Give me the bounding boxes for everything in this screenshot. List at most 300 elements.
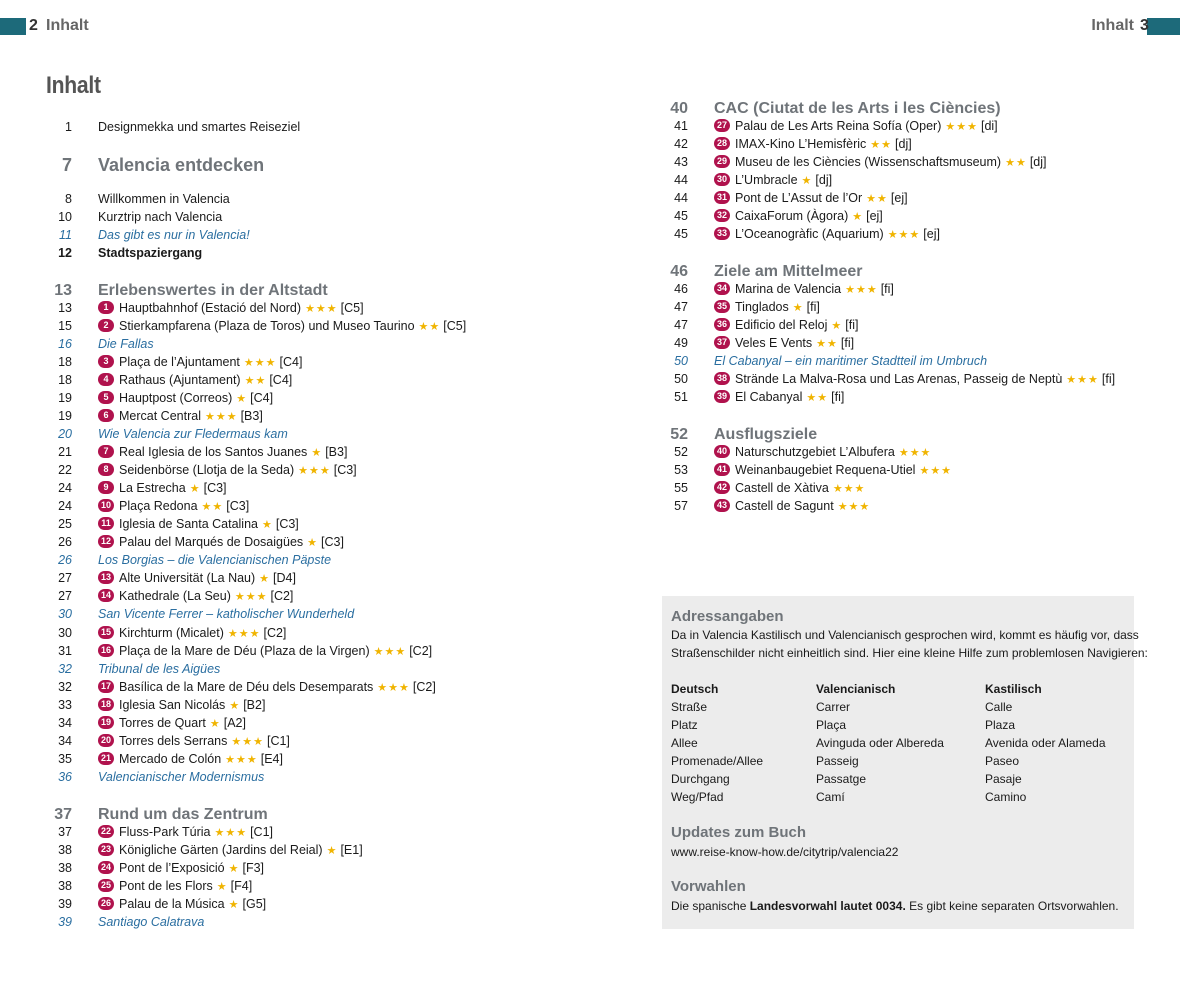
address-text-line-2: Straßenschilder nicht einheitlich sind. Hier eine kleine Hilfe zum problemlosen Navigieren: (671, 646, 1148, 660)
toc-page-number: 46 (670, 263, 688, 280)
toc-entry-text (98, 605, 354, 623)
star-rating: ★★★ (231, 736, 264, 748)
toc-entry-text (98, 497, 249, 516)
map-grid-reference: [fi] (806, 300, 820, 314)
sight-number-badge: 23 (98, 843, 114, 856)
table-cell: Avenida oder Alameda (985, 736, 1106, 750)
map-grid-reference: [C1] (250, 825, 273, 839)
page-number-right: 3 (1140, 17, 1149, 34)
updates-url[interactable]: www.reise-know-how.de/citytrip/valencia22 (671, 845, 899, 859)
toc-entry-title: Willkommen in Valencia (98, 192, 230, 206)
table-cell: Camí (816, 790, 845, 804)
sight-number-badge: 34 (714, 282, 730, 295)
sight-number-badge: 28 (714, 137, 730, 150)
toc-entry-title: Hauptbahnhof (Estació del Nord) (119, 301, 302, 315)
toc-entry-text (98, 841, 363, 860)
toc-page-number: 25 (58, 517, 72, 531)
toc-entry-title: Valencianischer Modernismus (98, 770, 265, 784)
sight-number-badge: 35 (714, 300, 730, 313)
toc-page-number: 16 (58, 337, 72, 351)
toc-entry-text (98, 587, 293, 606)
map-grid-reference: [C3] (226, 499, 250, 513)
map-grid-reference: [ej] (890, 191, 908, 205)
toc-entry-text (714, 352, 987, 370)
toc-page-number: 21 (58, 445, 72, 459)
toc-page-number: 38 (58, 861, 72, 875)
updates-heading: Updates zum Buch (671, 824, 807, 841)
map-grid-reference: [C2] (263, 626, 287, 640)
toc-entry-text (98, 533, 344, 552)
toc-entry-title: Museu de les Ciències (Wissenschaftsmuseum) (735, 155, 1002, 169)
toc-entry-text (98, 877, 252, 896)
toc-entry-text (98, 335, 154, 353)
toc-page-number: 27 (58, 571, 72, 585)
star-rating: ★ (326, 845, 338, 857)
toc-entry-text (714, 280, 894, 299)
toc-entry-title: Hauptpost (Correos) (119, 391, 233, 405)
toc-entry-title: Basílica de la Mare de Déu dels Desemparats (119, 680, 374, 694)
address-heading: Adressangaben (671, 608, 784, 625)
toc-entry-text (98, 389, 273, 408)
toc-entry-title: L’Oceanogràfic (Aquarium) (735, 227, 884, 241)
sight-number-badge: 31 (714, 191, 730, 204)
toc-page-number: 52 (670, 426, 688, 443)
star-rating: ★★ (866, 193, 888, 205)
star-rating: ★★★ (305, 303, 338, 315)
star-rating: ★ (209, 718, 221, 730)
toc-entry-title: Naturschutzgebiet L’Albufera (735, 445, 895, 459)
toc-page-number: 26 (58, 535, 72, 549)
star-rating: ★★★ (898, 447, 932, 459)
toc-entry-text (98, 859, 264, 878)
toc-entry-title: El Cabanyal – ein maritimer Stadtteil im Umbruch (714, 354, 988, 368)
map-grid-reference: [C5] (443, 319, 467, 333)
map-grid-reference: [A2] (223, 716, 246, 730)
sight-number-badge: 37 (714, 336, 730, 349)
table-cell: Carrer (816, 700, 851, 714)
table-cell: Straße (671, 700, 708, 714)
toc-entry-title: El Cabanyal (735, 390, 803, 404)
sight-number-badge: 1 (98, 301, 114, 314)
star-rating: ★★★ (845, 284, 878, 296)
toc-page-number: 50 (674, 372, 688, 386)
table-header-cell: Deutsch (671, 682, 719, 696)
toc-page-number: 32 (58, 662, 72, 676)
toc-entry-title: Rund um das Zentrum (98, 806, 268, 823)
toc-entry-title: Mercat Central (119, 409, 201, 423)
map-grid-reference: [B3] (240, 409, 263, 423)
toc-entry-title: Edificio del Reloj (735, 318, 828, 332)
sight-number-badge: 36 (714, 318, 730, 331)
table-cell: Platz (671, 718, 698, 732)
star-rating: ★ (261, 519, 273, 531)
toc-page-number: 34 (58, 716, 72, 730)
star-rating: ★★★ (919, 465, 953, 477)
map-grid-reference: [fi] (845, 318, 859, 332)
map-grid-reference: [C3] (321, 535, 344, 549)
toc-entry-title: Stierkampfarena (Plaza de Toros) und Museo Taurino (119, 319, 415, 333)
star-rating: ★ (311, 447, 323, 459)
star-rating: ★★★ (298, 465, 331, 477)
map-grid-reference: [G5] (242, 897, 267, 911)
table-cell: Weg/Pfad (671, 790, 724, 804)
toc-entry-text (98, 425, 288, 443)
map-grid-reference: [D4] (273, 571, 296, 585)
toc-entry-title: Torres dels Serrans (119, 734, 228, 748)
toc-entry-title: Plaça de la Mare de Déu (Plaza de la Virgen) (119, 644, 370, 658)
sight-number-badge: 42 (714, 481, 730, 494)
sight-number-badge: 32 (714, 209, 730, 222)
toc-entry-text (714, 207, 883, 226)
toc-page-number: 43 (674, 155, 688, 169)
sight-number-badge: 11 (98, 517, 114, 530)
dialing-text-start: Die spanische (671, 899, 750, 913)
star-rating: ★★★ (887, 229, 921, 241)
toc-entry-title: Palau del Marqués de Dosaigües (119, 535, 304, 549)
star-rating: ★ (852, 211, 864, 223)
map-grid-reference: [B3] (325, 445, 348, 459)
map-grid-reference: [C2] (270, 589, 294, 603)
table-header-cell: Valencianisch (816, 682, 896, 696)
toc-entry-text (98, 642, 432, 661)
star-rating: ★ (792, 302, 804, 314)
toc-entry-title: Castell de Xàtiva (735, 481, 829, 495)
star-rating: ★★ (201, 501, 224, 513)
toc-page-number: 24 (58, 481, 72, 495)
sight-number-badge: 40 (714, 445, 730, 458)
toc-entry-title: Pont de l’Exposició (119, 861, 225, 875)
toc-page-number: 11 (59, 228, 72, 242)
toc-entry-text (98, 443, 347, 462)
star-rating: ★★★ (214, 827, 248, 839)
map-grid-reference: [dj] (1029, 155, 1047, 169)
star-rating: ★ (307, 537, 319, 549)
sight-number-badge: 5 (98, 391, 114, 404)
toc-page-number: 46 (674, 282, 688, 296)
toc-page-number: 13 (54, 282, 72, 299)
star-rating: ★★ (816, 338, 838, 350)
toc-entry-title: San Vicente Ferrer – katholischer Wunderheld (98, 607, 355, 621)
sight-number-badge: 33 (714, 227, 730, 240)
sight-number-badge: 38 (714, 372, 730, 385)
map-grid-reference: [fi] (840, 336, 855, 350)
toc-page-number: 30 (58, 626, 72, 640)
dialing-text-bold: Landesvorwahl lautet 0034. (749, 899, 906, 913)
toc-page-number: 27 (58, 589, 72, 603)
toc-entry-title: Pont de L’Assut de l’Or (735, 191, 863, 205)
toc-entry-text (98, 768, 264, 786)
sight-number-badge: 2 (98, 319, 114, 332)
toc-entry-text (98, 299, 364, 318)
toc-page-number: 37 (58, 825, 72, 839)
star-rating: ★★ (1005, 157, 1027, 169)
toc-entry-text (98, 551, 331, 569)
star-rating: ★ (189, 483, 201, 495)
toc-page-number: 33 (58, 698, 72, 712)
sight-number-badge: 14 (98, 589, 114, 602)
toc-entry-title: Seidenbörse (Llotja de la Seda) (119, 463, 295, 477)
sight-number-badge: 27 (714, 119, 730, 132)
toc-entry-text (714, 443, 931, 462)
star-rating: ★★★ (1066, 374, 1099, 386)
toc-entry-title: Santiago Calatrava (98, 915, 205, 929)
map-grid-reference: [ej] (923, 227, 940, 241)
map-grid-reference: [ej] (866, 209, 883, 223)
toc-entry-title: Fluss-Park Túria (119, 825, 211, 839)
toc-entry-text (714, 334, 854, 353)
toc-entry-title: La Estrecha (119, 481, 186, 495)
map-grid-reference: [F4] (230, 879, 253, 893)
toc-page-number: 30 (58, 607, 72, 621)
sight-number-badge: 4 (98, 373, 114, 386)
toc-entry-title: Die Fallas (98, 337, 154, 351)
toc-entry-title: Palau de Les Arts Reina Sofía (Oper) (735, 119, 942, 133)
toc-entry-title: Torres de Quart (119, 716, 206, 730)
toc-entry-title: Iglesia San Nicolás (119, 698, 226, 712)
toc-entry-text (98, 624, 286, 643)
table-cell: Pasaje (985, 772, 1022, 786)
sight-number-badge: 3 (98, 355, 114, 368)
toc-page-number: 19 (58, 391, 72, 405)
toc-page-number: 47 (674, 300, 688, 314)
map-grid-reference: [C2] (409, 644, 433, 658)
star-rating: ★★ (418, 321, 441, 333)
page-number-left: 2 (29, 17, 38, 34)
toc-entry-title: Weinanbaugebiet Requena-Utiel (735, 463, 916, 477)
sight-number-badge: 12 (98, 535, 114, 548)
star-rating: ★★★ (832, 483, 866, 495)
sight-number-badge: 20 (98, 734, 114, 747)
running-header-right: Inhalt (1091, 17, 1134, 34)
toc-entry-text (98, 461, 357, 480)
toc-page-number: 40 (670, 100, 688, 117)
toc-entry-title: Erlebenswertes in der Altstadt (98, 282, 328, 299)
toc-page-number: 38 (58, 879, 72, 893)
toc-entry-title: Das gibt es nur in Valencia! (98, 228, 250, 242)
table-cell: Paseo (985, 754, 1020, 768)
sight-number-badge: 10 (98, 499, 114, 512)
table-cell: Durchgang (671, 772, 730, 786)
toc-entry-title: Tribunal de les Aigües (98, 662, 221, 676)
map-grid-reference: [E1] (340, 843, 363, 857)
toc-entry-title: Ziele am Mittelmeer (714, 263, 863, 280)
table-cell: Passeig (816, 754, 859, 768)
sight-number-badge: 21 (98, 752, 114, 765)
toc-entry-text (98, 732, 290, 751)
sight-number-badge: 13 (98, 571, 114, 584)
toc-page-number: 13 (58, 301, 72, 315)
star-rating: ★ (801, 175, 813, 187)
toc-page-number: 47 (674, 318, 688, 332)
star-rating: ★★★ (945, 121, 978, 133)
toc-page-number: 50 (674, 354, 688, 368)
map-grid-reference: [C5] (340, 301, 364, 315)
info-box (662, 596, 1148, 929)
toc-entry-title: Kurztrip nach Valencia (98, 210, 223, 224)
toc-page-number: 18 (58, 355, 72, 369)
toc-entry-text (98, 696, 265, 715)
toc-entry-title: Strände La Malva-Rosa und Las Arenas, Passeig de Neptù (735, 372, 1063, 386)
toc-page-number: 1 (65, 120, 72, 134)
toc-page-number: 55 (674, 481, 688, 495)
sight-number-badge: 8 (98, 463, 114, 476)
toc-entry-text (714, 479, 865, 498)
toc-entry-text (98, 750, 283, 769)
toc-entry-title: Mercado de Colón (119, 752, 222, 766)
map-grid-reference: [C3] (203, 481, 227, 495)
toc-page-number: 26 (58, 553, 72, 567)
toc-entry-title: Plaça Redona (119, 499, 198, 513)
sight-number-badge: 25 (98, 879, 114, 892)
toc-entry-title: Tinglados (735, 300, 789, 314)
toc-page-number: 19 (58, 409, 72, 423)
star-rating: ★★ (870, 139, 893, 151)
toc-entry-title: L’Umbracle (735, 173, 798, 187)
map-grid-reference: [C1] (266, 734, 290, 748)
page-tab-right (1147, 18, 1180, 35)
sight-number-badge: 16 (98, 644, 114, 657)
toc-page-number: 24 (58, 499, 72, 513)
toc-page-number: 39 (58, 915, 72, 929)
toc-entry-title: Designmekka und smartes Reiseziel (98, 120, 301, 134)
dialing-codes-text (671, 897, 1119, 915)
toc-entry-title: Iglesia de Santa Catalina (119, 517, 258, 531)
toc-page-number: 57 (674, 499, 688, 513)
toc-page-number: 15 (58, 319, 72, 333)
toc-entry-text (714, 497, 870, 516)
toc-page-number: 42 (674, 137, 688, 151)
sight-number-badge: 39 (714, 390, 730, 403)
sight-number-badge: 18 (98, 698, 114, 711)
dialing-codes-heading: Vorwahlen (671, 878, 746, 895)
toc-entry-title: Veles E Vents (735, 336, 813, 350)
toc-page-number: 35 (58, 752, 72, 766)
toc-entry-title: Marina de Valencia (735, 282, 842, 296)
table-cell: Calle (985, 700, 1013, 714)
toc-page-number: 7 (61, 155, 72, 175)
map-grid-reference: [fi] (880, 282, 894, 296)
address-text-line-1: Da in Valencia Kastilisch und Valencianisch gesprochen wird, kommt es häufig vor, dass (671, 628, 1139, 642)
toc-entry-title: IMAX-Kino L’Hemisfèric (735, 137, 867, 151)
toc-entry-title: Königliche Gärten (Jardins del Reial) (119, 843, 323, 857)
toc-entry-text (98, 660, 220, 678)
sight-number-badge: 7 (98, 445, 114, 458)
toc-entry-text (714, 225, 940, 244)
toc-entry-text (98, 208, 222, 226)
toc-entry-text (98, 407, 263, 426)
toc-page-number: 10 (58, 210, 72, 224)
dialing-text-end: Es gibt keine separaten Ortsvorwahlen. (905, 899, 1119, 913)
table-cell: Plaza (985, 718, 1016, 732)
toc-entry-text (98, 895, 266, 914)
star-rating: ★★★ (234, 591, 268, 603)
toc-page-number: 32 (58, 680, 72, 694)
toc-entry-text (98, 154, 264, 176)
toc-page-number: 41 (674, 119, 688, 133)
toc-page-number: 12 (58, 246, 72, 260)
toc-entry-text (98, 353, 302, 372)
table-cell: Passatge (816, 772, 867, 786)
toc-page-number: 39 (58, 897, 72, 911)
table-cell: Promenade/Allee (671, 754, 764, 768)
toc-entry-text (714, 171, 832, 190)
map-grid-reference: [fi] (1101, 372, 1116, 386)
toc-entry-text (98, 190, 230, 208)
map-grid-reference: [C3] (333, 463, 357, 477)
toc-entry-title: Rathaus (Ajuntament) (119, 373, 241, 387)
star-rating: ★ (259, 573, 271, 585)
toc-entry-text (714, 298, 820, 317)
map-grid-reference: [C4] (269, 373, 293, 387)
map-grid-reference: [dj] (895, 137, 912, 151)
toc-page-number: 51 (674, 390, 688, 404)
toc-page-number: 45 (674, 209, 688, 223)
toc-entry-title: Stadtspaziergang (98, 246, 203, 260)
toc-entry-text (98, 515, 299, 534)
toc-entry-title: Valencia entdecken (98, 155, 265, 175)
star-rating: ★★★ (243, 357, 277, 369)
toc-entry-text (714, 370, 1115, 389)
sight-number-badge: 30 (714, 173, 730, 186)
toc-page-number: 37 (54, 806, 72, 823)
table-header-cell: Kastilisch (985, 682, 1042, 696)
map-grid-reference: [C2] (412, 680, 436, 694)
star-rating: ★ (216, 881, 228, 893)
star-rating: ★★★ (377, 682, 410, 694)
sight-number-badge: 19 (98, 716, 114, 729)
toc-entry-title: Palau de la Música (119, 897, 225, 911)
map-grid-reference: [E4] (260, 752, 283, 766)
toc-entry-text (714, 388, 844, 407)
toc-entry-title: Alte Universität (La Nau) (119, 571, 256, 585)
toc-entry-title: Castell de Sagunt (735, 499, 834, 513)
toc-entry-text (714, 189, 908, 208)
map-grid-reference: [F3] (242, 861, 265, 875)
page-title: Inhalt (46, 72, 101, 99)
toc-entry-text (98, 678, 436, 697)
sight-number-badge: 29 (714, 155, 730, 168)
toc-entry-text (98, 371, 292, 390)
map-grid-reference: [di] (980, 119, 998, 133)
toc-entry-text (98, 226, 250, 244)
table-cell: Allee (671, 736, 698, 750)
toc-entry-text (98, 317, 466, 336)
star-rating: ★★★ (204, 411, 238, 423)
toc-page-number: 52 (674, 445, 688, 459)
table-cell: Camino (985, 790, 1027, 804)
sight-number-badge: 9 (98, 481, 114, 494)
sight-number-badge: 26 (98, 897, 114, 910)
toc-page-number: 34 (58, 734, 72, 748)
sight-number-badge: 15 (98, 626, 114, 639)
sight-number-badge: 6 (98, 409, 114, 422)
star-rating: ★ (831, 320, 843, 332)
star-rating: ★★★ (225, 754, 258, 766)
toc-entry-text (714, 153, 1047, 172)
toc-page-number: 20 (58, 427, 72, 441)
sight-number-badge: 24 (98, 861, 114, 874)
toc-page-number: 53 (674, 463, 688, 477)
toc-entry-text (98, 244, 202, 262)
toc-entry-text (98, 714, 246, 733)
toc-entry-title: Real Iglesia de los Santos Juanes (119, 445, 308, 459)
toc-page-number: 31 (58, 644, 72, 658)
sight-number-badge: 41 (714, 463, 730, 476)
toc-page-number: 22 (58, 463, 72, 477)
toc-page-number: 38 (58, 843, 72, 857)
toc-entry-title: Wie Valencia zur Fledermaus kam (98, 427, 288, 441)
map-grid-reference: [C4] (279, 355, 303, 369)
